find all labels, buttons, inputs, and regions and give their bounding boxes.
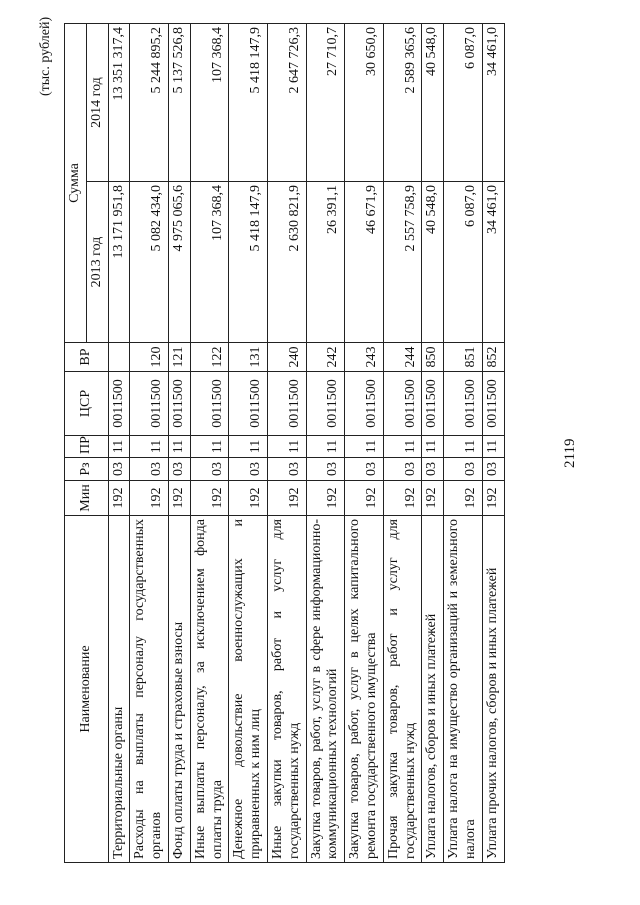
cell-csr: 0011500 bbox=[444, 372, 483, 436]
cell-y2013: 34 461,0 bbox=[482, 182, 504, 343]
cell-name: Уплата налога на имущество организаций и земельного налога bbox=[444, 516, 483, 863]
cell-min: 192 bbox=[444, 481, 483, 516]
cell-rz: 03 bbox=[168, 458, 190, 481]
header-2013: 2013 год bbox=[86, 182, 108, 343]
cell-name: Уплата прочих налогов, сборов и иных платежей bbox=[482, 516, 504, 863]
table-row bbox=[444, 24, 483, 863]
table-row bbox=[267, 24, 306, 863]
cell-vr: 243 bbox=[345, 343, 384, 372]
cell-vr: 244 bbox=[383, 343, 422, 372]
cell-rz: 03 bbox=[306, 458, 345, 481]
header-pr: ПР bbox=[65, 436, 109, 458]
table-row bbox=[229, 24, 268, 863]
cell-rz: 03 bbox=[130, 458, 169, 481]
cell-min: 192 bbox=[130, 481, 169, 516]
cell-y2013: 6 087,0 bbox=[444, 182, 483, 343]
cell-y2014: 6 087,0 bbox=[444, 24, 483, 182]
table-row bbox=[383, 24, 422, 863]
header-name: Наименование bbox=[65, 516, 109, 863]
cell-min: 192 bbox=[190, 481, 229, 516]
cell-y2013: 46 671,9 bbox=[345, 182, 384, 343]
cell-y2014: 2 647 726,3 bbox=[267, 24, 306, 182]
cell-rz: 03 bbox=[108, 458, 130, 481]
cell-min: 192 bbox=[482, 481, 504, 516]
cell-csr: 0011500 bbox=[229, 372, 268, 436]
cell-rz: 03 bbox=[383, 458, 422, 481]
cell-csr: 0011500 bbox=[345, 372, 384, 436]
cell-pr: 11 bbox=[190, 436, 229, 458]
cell-y2013: 40 548,0 bbox=[422, 182, 444, 343]
cell-name: Уплата налогов, сборов и иных платежей bbox=[422, 516, 444, 863]
table-row bbox=[482, 24, 504, 863]
page-number: 2119 bbox=[562, 438, 578, 468]
cell-vr: 131 bbox=[229, 343, 268, 372]
cell-min: 192 bbox=[383, 481, 422, 516]
cell-y2013: 13 171 951,8 bbox=[108, 182, 130, 343]
cell-csr: 0011500 bbox=[108, 372, 130, 436]
cell-y2014: 13 351 317,4 bbox=[108, 24, 130, 182]
cell-vr: 852 bbox=[482, 343, 504, 372]
cell-csr: 0011500 bbox=[482, 372, 504, 436]
budget-table bbox=[64, 23, 505, 863]
cell-name: Расходы на выплаты персоналу государственных органов bbox=[130, 516, 169, 863]
cell-y2013: 5 082 434,0 bbox=[130, 182, 169, 343]
cell-csr: 0011500 bbox=[130, 372, 169, 436]
cell-vr: 120 bbox=[130, 343, 169, 372]
header-rz: Рз bbox=[65, 458, 109, 481]
cell-y2013: 107 368,4 bbox=[190, 182, 229, 343]
cell-rz: 03 bbox=[444, 458, 483, 481]
cell-pr: 11 bbox=[108, 436, 130, 458]
cell-min: 192 bbox=[108, 481, 130, 516]
cell-rz: 03 bbox=[482, 458, 504, 481]
cell-pr: 11 bbox=[130, 436, 169, 458]
cell-vr: 240 bbox=[267, 343, 306, 372]
table-row bbox=[168, 24, 190, 863]
cell-vr: 242 bbox=[306, 343, 345, 372]
cell-pr: 11 bbox=[267, 436, 306, 458]
table-row bbox=[190, 24, 229, 863]
cell-min: 192 bbox=[229, 481, 268, 516]
table-row bbox=[306, 24, 345, 863]
cell-pr: 11 bbox=[306, 436, 345, 458]
cell-csr: 0011500 bbox=[422, 372, 444, 436]
cell-y2014: 40 548,0 bbox=[422, 24, 444, 182]
cell-name: Закупка товаров, работ, услуг в сфере информационно-коммуникационных технологий bbox=[306, 516, 345, 863]
cell-pr: 11 bbox=[229, 436, 268, 458]
cell-vr: 850 bbox=[422, 343, 444, 372]
cell-pr: 11 bbox=[444, 436, 483, 458]
cell-csr: 0011500 bbox=[168, 372, 190, 436]
cell-name: Денежное довольствие военнослужащих и приравненных к ним лиц bbox=[229, 516, 268, 863]
table-body bbox=[108, 24, 504, 863]
cell-y2014: 34 461,0 bbox=[482, 24, 504, 182]
cell-name: Фонд оплаты труда и страховые взносы bbox=[168, 516, 190, 863]
header-vr: ВР bbox=[65, 343, 109, 372]
header-2014: 2014 год bbox=[86, 24, 108, 182]
cell-name: Иные выплаты персоналу, за исключением фонда оплаты труда bbox=[190, 516, 229, 863]
cell-pr: 11 bbox=[482, 436, 504, 458]
cell-y2013: 2 630 821,9 bbox=[267, 182, 306, 343]
cell-pr: 11 bbox=[345, 436, 384, 458]
cell-name: Территориальные органы bbox=[108, 516, 130, 863]
cell-y2014: 5 418 147,9 bbox=[229, 24, 268, 182]
cell-name: Закупка товаров, работ, услуг в целях капитального ремонта государственного имущества bbox=[345, 516, 384, 863]
table-row bbox=[345, 24, 384, 863]
table-row bbox=[108, 24, 130, 863]
cell-csr: 0011500 bbox=[267, 372, 306, 436]
header-min: Мин bbox=[65, 481, 109, 516]
cell-vr: 851 bbox=[444, 343, 483, 372]
cell-min: 192 bbox=[267, 481, 306, 516]
cell-min: 192 bbox=[306, 481, 345, 516]
cell-vr bbox=[108, 343, 130, 372]
cell-y2014: 107 368,4 bbox=[190, 24, 229, 182]
cell-csr: 0011500 bbox=[306, 372, 345, 436]
cell-vr: 121 bbox=[168, 343, 190, 372]
cell-min: 192 bbox=[345, 481, 384, 516]
cell-y2013: 5 418 147,9 bbox=[229, 182, 268, 343]
cell-min: 192 bbox=[168, 481, 190, 516]
cell-y2014: 2 589 365,6 bbox=[383, 24, 422, 182]
units-note: (тыс. рублей) bbox=[38, 16, 53, 96]
cell-vr: 122 bbox=[190, 343, 229, 372]
cell-pr: 11 bbox=[168, 436, 190, 458]
cell-y2014: 5 244 895,2 bbox=[130, 24, 169, 182]
cell-name: Иные закупки товаров, работ и услуг для государственных нужд bbox=[267, 516, 306, 863]
cell-csr: 0011500 bbox=[383, 372, 422, 436]
cell-pr: 11 bbox=[383, 436, 422, 458]
header-sum: Сумма bbox=[65, 24, 87, 343]
table-row bbox=[422, 24, 444, 863]
cell-y2013: 4 975 065,6 bbox=[168, 182, 190, 343]
cell-csr: 0011500 bbox=[190, 372, 229, 436]
table-row bbox=[130, 24, 169, 863]
cell-pr: 11 bbox=[422, 436, 444, 458]
cell-rz: 03 bbox=[422, 458, 444, 481]
cell-rz: 03 bbox=[345, 458, 384, 481]
cell-y2013: 26 391,1 bbox=[306, 182, 345, 343]
cell-name: Прочая закупка товаров, работ и услуг для государственных нужд bbox=[383, 516, 422, 863]
cell-y2014: 27 710,7 bbox=[306, 24, 345, 182]
cell-y2013: 2 557 758,9 bbox=[383, 182, 422, 343]
cell-rz: 03 bbox=[267, 458, 306, 481]
cell-y2014: 30 650,0 bbox=[345, 24, 384, 182]
cell-y2014: 5 137 526,8 bbox=[168, 24, 190, 182]
cell-rz: 03 bbox=[190, 458, 229, 481]
header-csr: ЦСР bbox=[65, 372, 109, 436]
cell-rz: 03 bbox=[229, 458, 268, 481]
cell-min: 192 bbox=[422, 481, 444, 516]
